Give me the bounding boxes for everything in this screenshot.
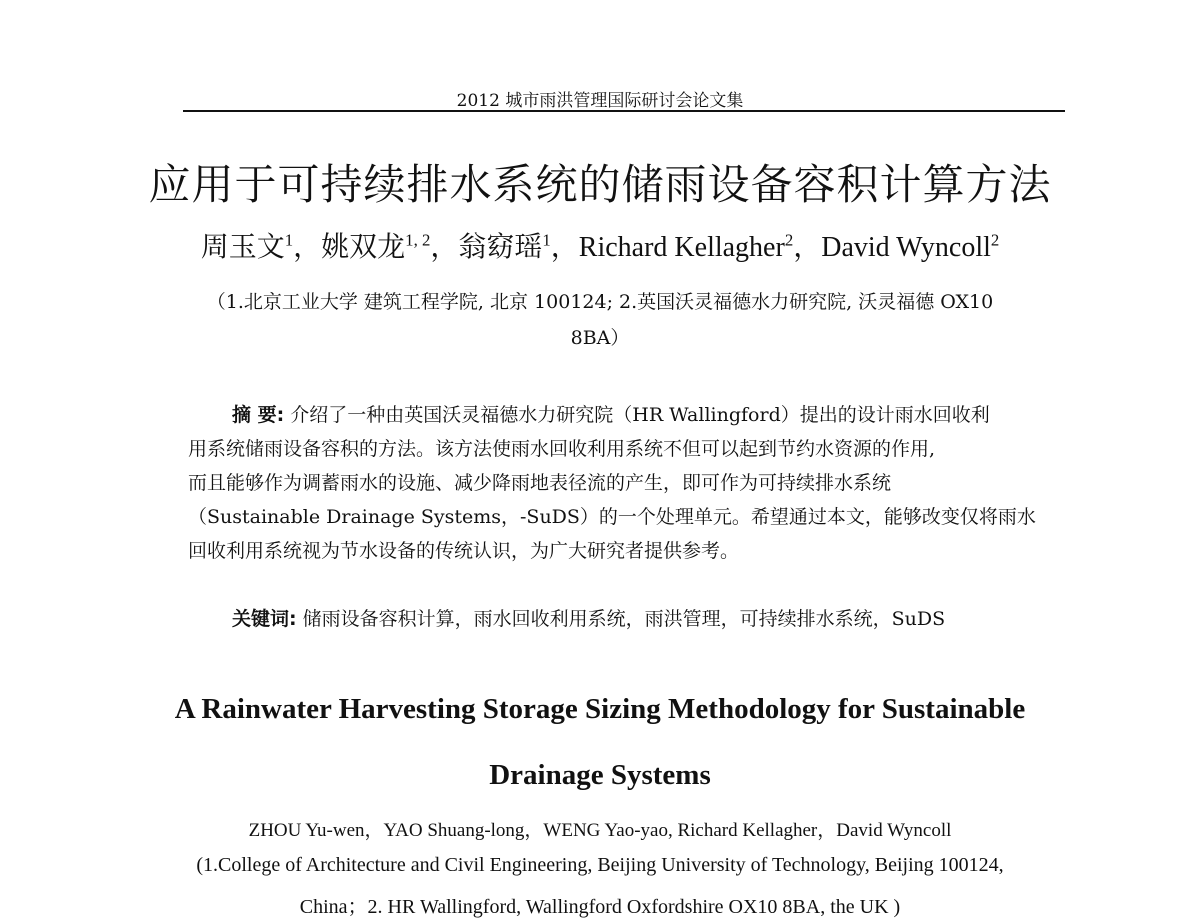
- keywords-label: 关键词:: [232, 608, 297, 630]
- keywords-text: 储雨设备容积计算，雨水回收利用系统，雨洪管理，可持续排水系统，SuDS: [302, 608, 946, 630]
- affiliation-mark: 1: [542, 230, 551, 250]
- author-name: 周玉文: [200, 232, 285, 263]
- running-header: 2012 城市雨洪管理国际研讨会论文集: [456, 91, 744, 111]
- header-rule: [183, 110, 1065, 112]
- paper-title-zh: 应用于可持续排水系统的储雨设备容积计算方法: [148, 160, 1052, 209]
- affiliation-mark: 2: [784, 230, 794, 250]
- abstract-line: [188, 398, 1068, 432]
- affiliation-en-line: China；2. HR Wallingford, Wallingford Oxfordshire OX10 8BA, the UK ): [299, 896, 901, 918]
- paper-title-en: A Rainwater Harvesting Storage Sizing Methodology for Sustainable: [174, 693, 1026, 725]
- author-list-en: ZHOU Yu-wen，YAO Shuang-long，WENG Yao-yao, Richard Kellagher，David Wyncoll: [248, 820, 952, 841]
- affiliation-en-line: (1.College of Architecture and Civil Engineering, Beijing University of Technology, Beijing 100124,: [196, 854, 1004, 876]
- author-name: David Wyncoll: [821, 232, 991, 263]
- abstract: [188, 398, 1068, 568]
- author-separator: ，: [293, 232, 322, 263]
- affiliation-mark: 1: [284, 230, 294, 250]
- affiliation-zh-line: 8BA）: [570, 327, 630, 349]
- affiliation-zh-line: （1.北京工业大学 建筑工程学院, 北京 100124; 2.英国沃灵福德水力研究院, 沃灵福德 OX10: [206, 291, 994, 313]
- abstract-line: 回收利用系统视为节水设备的传统认识，为广大研究者提供参考。: [188, 540, 740, 562]
- keywords: [232, 604, 945, 631]
- author-list-zh: [0, 225, 1200, 265]
- abstract-label: 摘 要:: [232, 404, 285, 426]
- author-separator: ，: [430, 232, 459, 263]
- author-name: 翁窈瑶: [458, 232, 543, 263]
- author-name: Richard Kellagher: [578, 232, 785, 263]
- abstract-line: （Sustainable Drainage Systems，-SuDS）的一个处理单元。希望通过本文，能够改变仅将雨水: [188, 506, 1036, 528]
- abstract-text: 介绍了一种由英国沃灵福德水力研究院（HR Wallingford）提出的设计雨水回收利: [290, 404, 990, 426]
- paper-title-en: Drainage Systems: [489, 759, 711, 791]
- author-name: 姚双龙: [321, 232, 406, 263]
- abstract-line: 用系统储雨设备容积的方法。该方法使雨水回收利用系统不但可以起到节约水资源的作用,: [188, 438, 936, 460]
- affiliation-mark: 2: [990, 230, 1000, 250]
- author-separator: ，: [550, 232, 579, 263]
- affiliation-mark: 1, 2: [405, 230, 431, 250]
- abstract-line: 而且能够作为调蓄雨水的设施、减少降雨地表径流的产生，即可作为可持续排水系统: [188, 472, 892, 494]
- author-separator: ，: [793, 232, 822, 263]
